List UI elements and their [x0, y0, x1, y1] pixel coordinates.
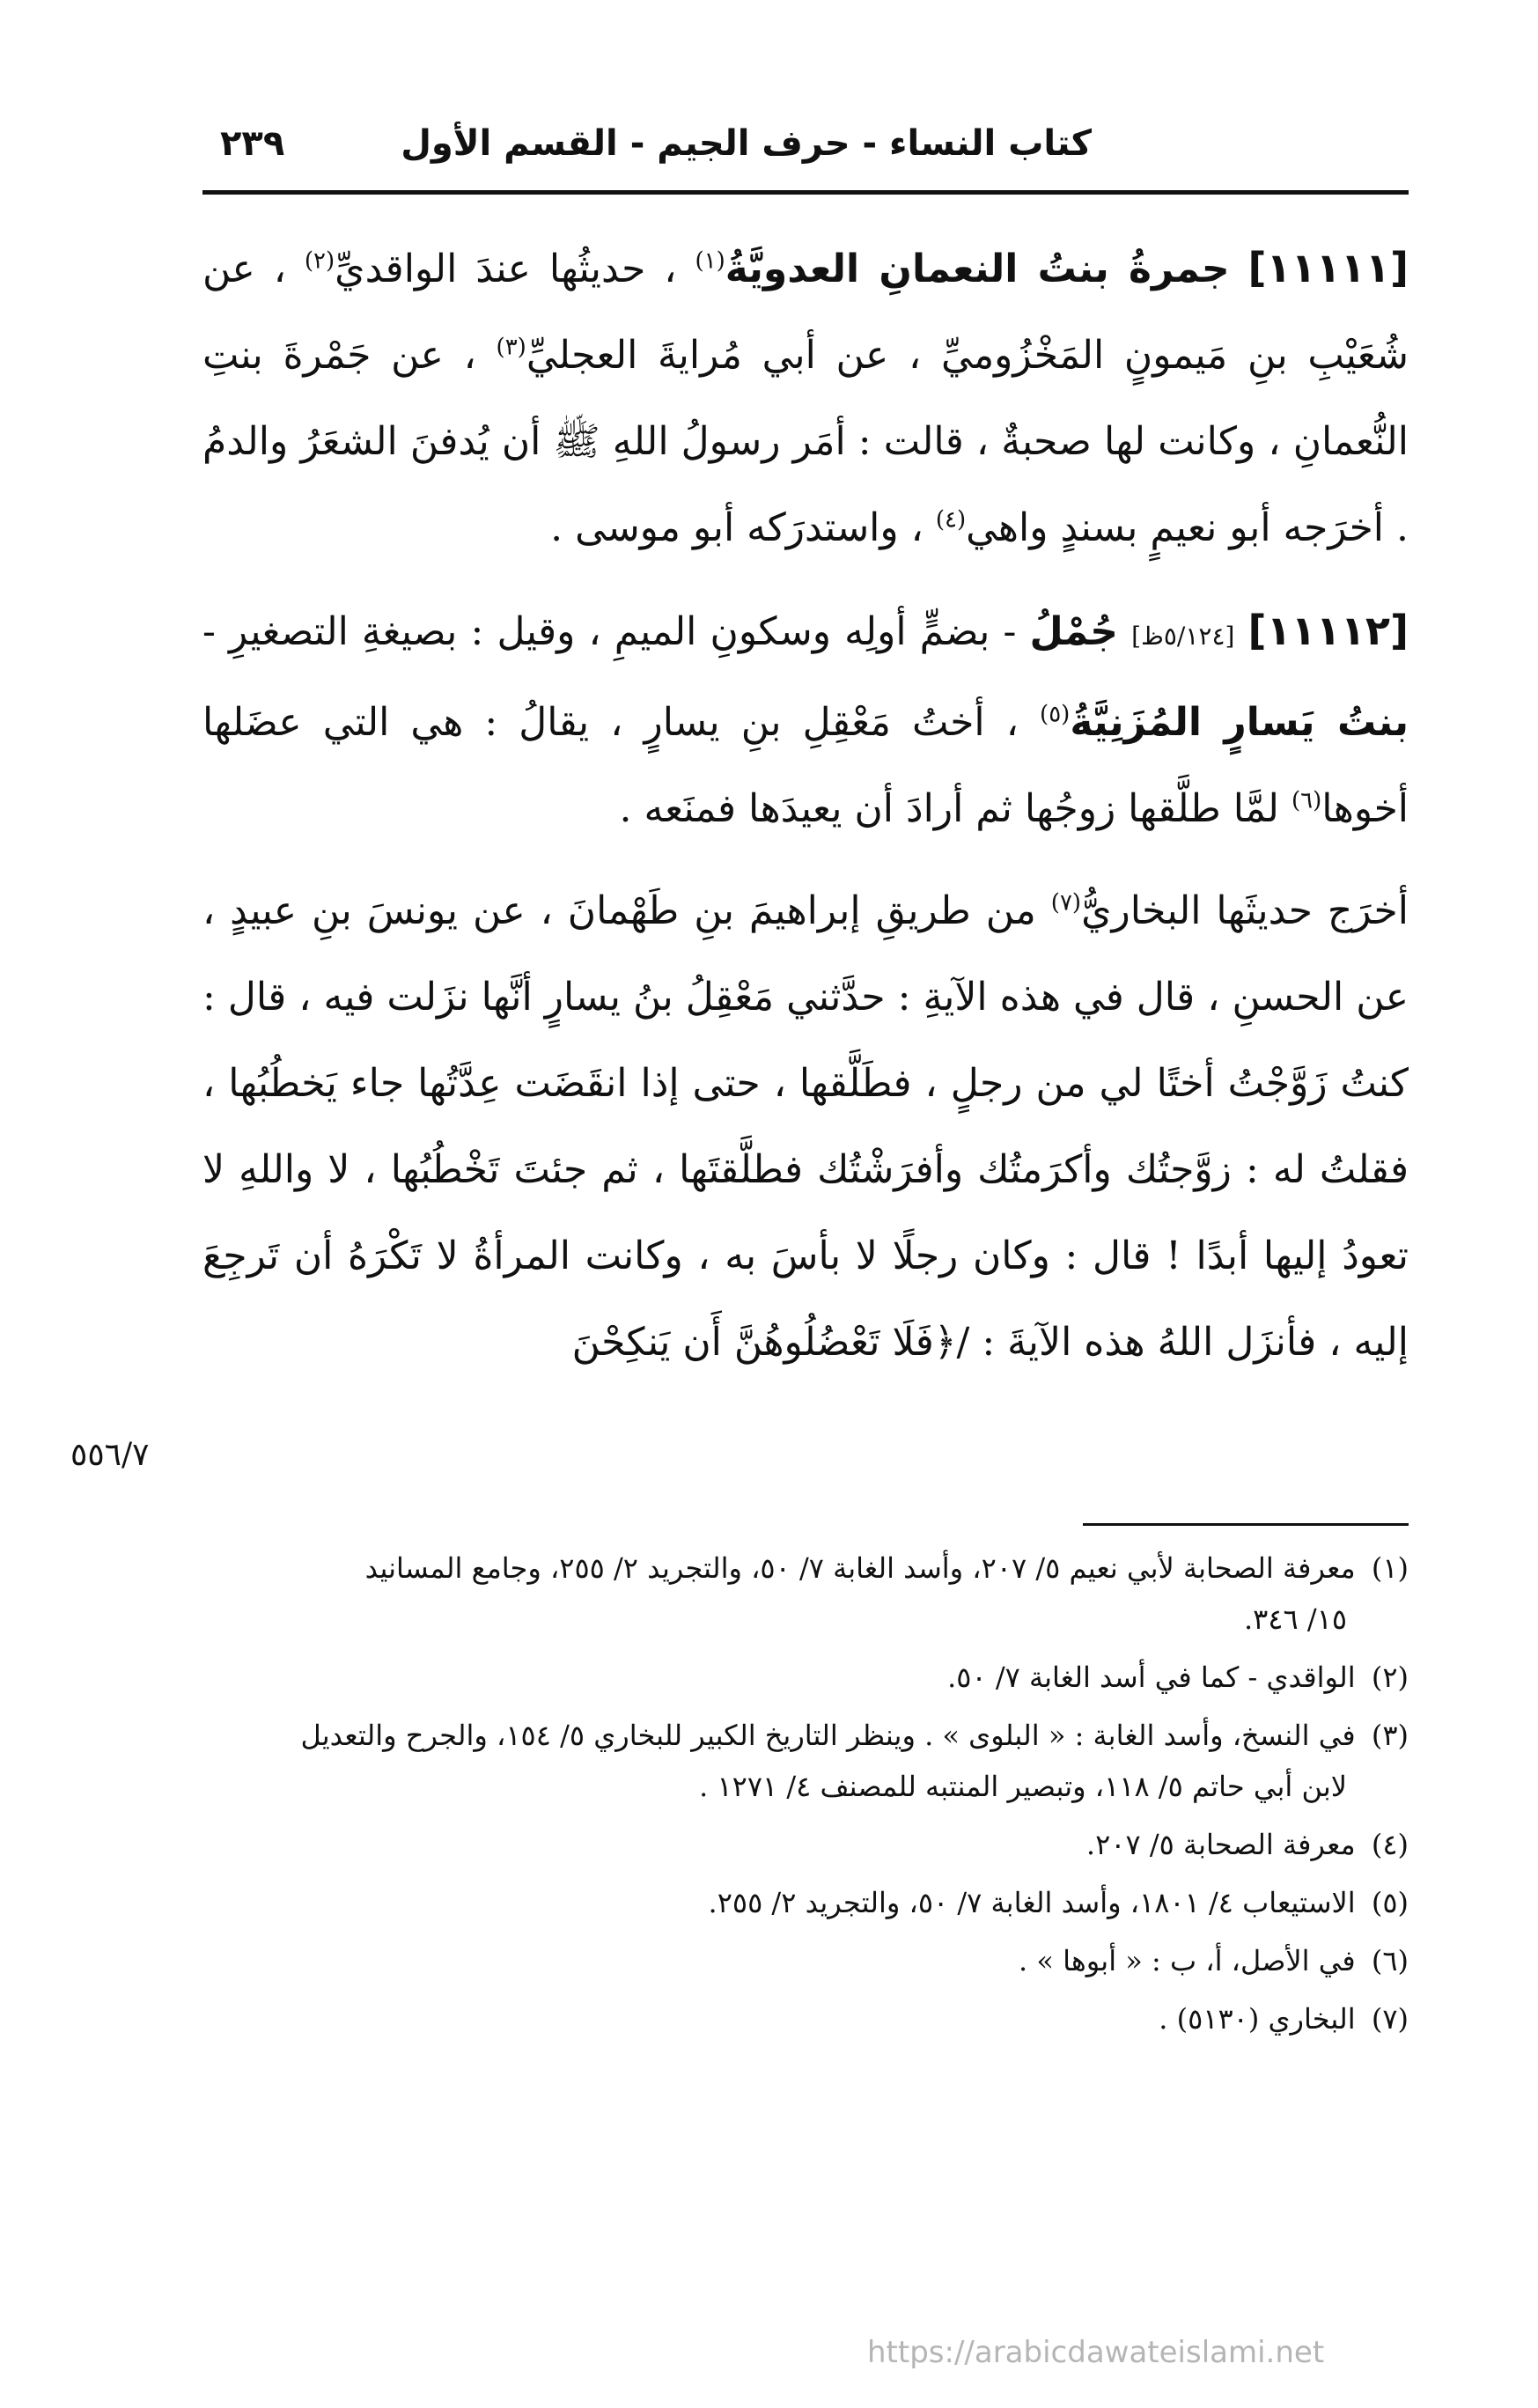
main-text	[202, 225, 1409, 1402]
footnote-number: (٣)	[1371, 1719, 1409, 1752]
footnote-marker: (١)	[695, 247, 725, 275]
entry-paragraph	[202, 225, 1409, 571]
footnote-number: (١)	[1371, 1551, 1409, 1585]
footnote-item	[202, 1993, 1409, 2044]
footnotes	[202, 1543, 1409, 2051]
footnote-marker: (٢)	[304, 247, 335, 275]
footnote-number: (٧)	[1371, 2002, 1409, 2036]
footnote-number: (٢)	[1371, 1661, 1409, 1694]
narration-text: من طريقِ إبراهيمَ بنِ طَهْمانَ ، عن يونسَ بنِ عبيدٍ ، عن الحسنِ ، قال في هذه الآيةِ : حدَّثني مَعْقِلُ بنُ يسارٍ أنَّها نزَلت فيه ، قال : كنتُ زَوَّجْتُ أختًا لي من رجلٍ ، فطَلَّقها ، حتى إذا انقَضَت عِدَّتُها جاء يَخطُبُها ، فقلتُ له : زوَّجتُك وأكرَمتُك وأفرَشْتُك فطلَّقتَها ، ثم جئتَ تَخْطُبُها ، لا واللهِ لا تعودُ إليها أبدًا ! قال : وكان رجلًا لا بأسَ به ، وكانت المرأةُ لا تَكْرَهُ أن تَرجِعَ إليه ، فأنزَل اللهُ هذه الآيةَ : /﴿فَلَا تَعْضُلُوهُنَّ أَن يَنكِحْنَ	[202, 888, 1409, 1365]
header-rule	[202, 190, 1409, 195]
footnote-text: معرفة الصحابة ٥/ ٢٠٧.	[1085, 1828, 1356, 1861]
footnote-text: الاستيعاب ٤/ ١٨٠١، وأسد الغابة ٧/ ٥٠، والتجريد ٢/ ٢٥٥.	[708, 1886, 1356, 1919]
volume-reference: [٥/١٢٤ظ]	[1131, 622, 1235, 651]
footnote-marker: (٣)	[496, 334, 526, 361]
narration-text: أخرَج حديثَها البخاريُّ	[1081, 888, 1409, 933]
footnote-marker: (٦)	[1291, 787, 1322, 814]
entry-name-full: بنتُ يَسارٍ المُزَنِيَّةُ	[1070, 700, 1409, 745]
entry-text: ، أختُ مَعْقِلِ بنِ يسارٍ ، يقالُ : هي التي عضَلها أخوها	[202, 700, 1409, 831]
entry-text: لمَّا طلَّقها زوجُها ثم أرادَ أن يعيدَها فمنَعه .	[619, 786, 1279, 831]
footnote-marker: (٥)	[1040, 701, 1071, 728]
entry-text: - بضمٍّ أولِه وسكونِ الميمِ ، وقيل : بصيغةِ التصغيرِ -	[202, 609, 1017, 654]
footnote-text: الواقدي - كما في أسد الغابة ٧/ ٥٠.	[947, 1661, 1356, 1694]
entry-text: ، واستدرَكه أبو موسى .	[550, 505, 924, 550]
entry-number: [١١١١١]	[1247, 244, 1409, 291]
running-head	[202, 123, 1409, 185]
running-title: كتاب النساء - حرف الجيم - القسم الأول	[401, 123, 1092, 164]
footnote-item	[202, 1543, 1409, 1645]
footnote-item	[202, 1819, 1409, 1870]
entry-name: جُمْلُ	[1029, 609, 1118, 654]
narration-paragraph	[202, 868, 1409, 1386]
entry-text: ، عن شُعَيْبِ بنِ مَيمونٍ المَخْزُوميِّ ، عن أبي مُرايةَ العجليِّ	[202, 247, 1409, 378]
footnote-continuation: لابن أبي حاتم ٥/ ١١٨، وتبصير المنتبه للمصنف ٤/ ١٢٧١ .	[699, 1770, 1347, 1803]
entry-number: [١١١١٢]	[1247, 607, 1409, 654]
entry-paragraph	[202, 587, 1409, 852]
footnote-text: البخاري (٥١٣٠) .	[1159, 2002, 1356, 2036]
footnote-number: (٥)	[1371, 1886, 1409, 1919]
footnote-item	[202, 1935, 1409, 1986]
entry-text: ، حديثُها عندَ الواقديِّ	[335, 247, 677, 291]
footnote-text: معرفة الصحابة لأبي نعيم ٥/ ٢٠٧، وأسد الغابة ٧/ ٥٠، والتجريد ٢/ ٢٥٥، وجامع المسانيد	[364, 1551, 1356, 1585]
footnote-rule	[1083, 1523, 1409, 1526]
footnote-number: (٦)	[1371, 1944, 1409, 1977]
footnote-item	[202, 1877, 1409, 1928]
footnote-text: في النسخ، وأسد الغابة : « البلوى » . وينظر التاريخ الكبير للبخاري ٥/ ١٥٤، والجرح والتعديل	[300, 1719, 1356, 1752]
entry-text: ، عن جَمْرةَ بنتِ النُّعمانِ ، وكانت لها صحبةٌ ، قالت : أمَر رسولُ اللهِ ﷺ أن يُدفنَ الشعَرُ والدمُ . أخرَجه أبو نعيمٍ بسندٍ واهي	[202, 333, 1409, 550]
page-number: ٢٣٩	[220, 123, 285, 164]
footnote-continuation: ١٥/ ٣٤٦.	[1243, 1602, 1347, 1636]
footnote-text: في الأصل، أ، ب : « أبوها » .	[1019, 1944, 1356, 1977]
footnote-marker: (٧)	[1050, 889, 1082, 917]
footnote-item	[202, 1710, 1409, 1812]
entry-name: جمرةُ بنتُ النعمانِ العدويَّةُ	[725, 247, 1230, 291]
margin-page-reference: ٥٥٦/٧	[70, 1437, 150, 1473]
footnote-item	[202, 1652, 1409, 1703]
footnote-number: (٤)	[1371, 1828, 1409, 1861]
watermark-url: https://arabicdawateislami.net	[867, 2335, 1325, 2370]
footnote-marker: (٤)	[935, 506, 967, 534]
